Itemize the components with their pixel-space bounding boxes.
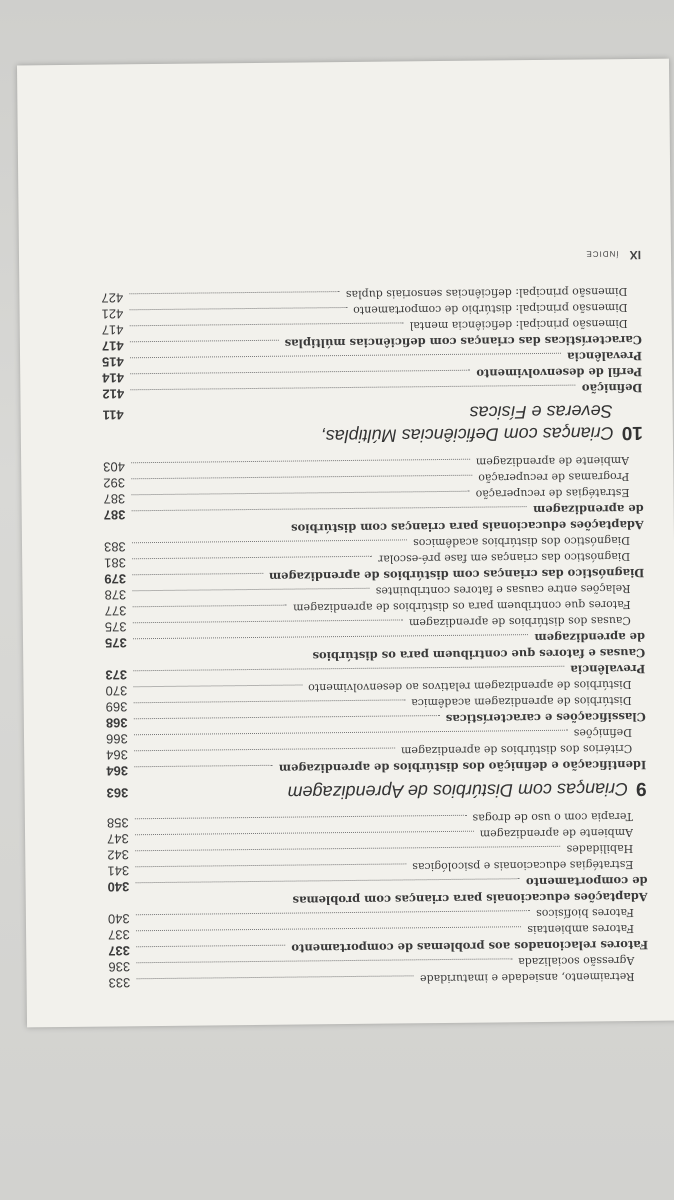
toc-entry-page: 333 xyxy=(108,975,131,991)
toc-entry-label: Prevalência xyxy=(566,348,643,364)
dot-leader xyxy=(136,975,414,979)
dot-leader xyxy=(130,385,576,391)
chapter-title-line1: Crianças com Deficiências Múltiplas, xyxy=(320,423,614,447)
toc-entry-label: Distúrbios de aprendizagem acadêmica xyxy=(411,694,632,710)
toc-entry-page: 377 xyxy=(104,603,127,619)
chapter-number: 9 xyxy=(635,777,647,799)
toc-entry-page: 414 xyxy=(102,370,125,386)
toc-entry-label: Estratégias de recuperação xyxy=(475,486,630,501)
toc-entry-page: 387 xyxy=(103,507,126,523)
chapter-title: Crianças com Distúrbios de Aprendizagem xyxy=(287,779,629,803)
toc-entry-page: 368 xyxy=(105,715,128,731)
dot-leader xyxy=(132,588,370,591)
toc-entry-page: 381 xyxy=(104,555,126,571)
toc-entry-page: 417 xyxy=(101,322,124,338)
dot-leader xyxy=(133,684,302,687)
toc-entry-page: 369 xyxy=(105,699,128,715)
chapter9-heading xyxy=(106,777,646,805)
toc-entry-label: Dimensão principal: distúrbio de comportamento xyxy=(353,301,628,317)
dot-leader xyxy=(131,475,472,480)
toc-entry-label: Fatores relacionados aos problemas de comportamento xyxy=(291,937,649,956)
dot-leader xyxy=(132,556,372,560)
toc-entry-label: Classificações e características xyxy=(445,709,646,726)
dot-leader xyxy=(135,846,561,851)
toc-entry-page: 427 xyxy=(101,290,124,306)
toc-entry-label: Características das crianças com deficiências múltiplas xyxy=(284,332,642,351)
dot-leader xyxy=(131,491,469,496)
dot-leader xyxy=(129,291,340,294)
toc-entry-page: 336 xyxy=(108,959,131,975)
dot-leader xyxy=(132,605,287,608)
toc-entry-page: 415 xyxy=(102,354,124,370)
page-number: IX xyxy=(629,247,642,263)
dot-leader xyxy=(134,748,395,752)
dot-leader xyxy=(130,353,561,359)
toc-entry-label: Critérios dos distúrbios de aprendizagem xyxy=(400,742,633,758)
toc-entry-label: Diagnóstico dos distúrbios acadêmicos xyxy=(413,534,631,550)
dot-leader xyxy=(134,765,273,767)
dot-leader xyxy=(135,863,406,867)
chapter-page: 411 xyxy=(102,407,124,423)
toc-entry-label: Relações entre causas e fatores contribuintes xyxy=(375,582,631,598)
dot-leader xyxy=(133,666,564,672)
chapter-title-line2: Severas e Físicas xyxy=(469,401,613,423)
dot-leader xyxy=(132,573,263,575)
toc-entry-label: Adaptações educacionais para crianças com problemas xyxy=(292,889,648,908)
chapter9-entry-list xyxy=(103,453,646,779)
toc-entry-label: Dimensão principal: deficiência mental xyxy=(409,317,628,333)
toc-entry-label: Definições xyxy=(573,726,633,740)
toc-entry-page: 373 xyxy=(105,667,128,683)
dot-leader xyxy=(134,715,440,719)
chapter-page: 363 xyxy=(106,785,129,801)
toc-entry-label: Dimensão principal: deficiências sensoriais duplas xyxy=(345,285,628,302)
toc-entry-label: Fatores biofísicos xyxy=(536,906,634,921)
toc-entry-page: 379 xyxy=(104,571,127,587)
toc-entry-page: 370 xyxy=(105,683,128,699)
toc-entry-page: 337 xyxy=(108,927,130,943)
toc-entry-page: 392 xyxy=(103,475,126,491)
running-header: ÍNDICE xyxy=(585,249,619,259)
toc-entry-label: Prevalência xyxy=(570,661,646,677)
toc-entry-page: 387 xyxy=(103,491,126,507)
dot-leader xyxy=(136,958,512,963)
table-of-contents xyxy=(101,248,649,991)
toc-entry-page: 364 xyxy=(106,747,128,763)
toc-entry-label: de aprendizagem xyxy=(534,629,646,646)
dot-leader xyxy=(131,459,470,464)
toc-entry-label: Fatores que contribuem para os distúrbios de aprendizagem xyxy=(293,598,631,615)
toc-entry-page: 358 xyxy=(106,815,129,831)
toc-entry-label: Ambiente de aprendizagem xyxy=(475,454,630,469)
toc-entry-label: Diagnóstico das crianças em fase pré-escolar xyxy=(377,550,631,566)
dot-leader xyxy=(132,539,407,543)
toc-entry-label: Diagnóstico das crianças com distúrbios de aprendizagem xyxy=(268,565,645,584)
dot-leader xyxy=(133,619,403,623)
toc-entry-page: 337 xyxy=(108,943,131,959)
toc-entry-label: Retraimento, ansiedade e imaturidade xyxy=(419,970,635,986)
dot-leader xyxy=(130,340,279,343)
dot-leader xyxy=(134,730,568,736)
dot-leader xyxy=(129,322,403,326)
toc-entry-label: Terapia com o uso de drogas xyxy=(472,810,633,825)
chapter-number: 10 xyxy=(621,421,643,444)
chapter10-heading xyxy=(103,400,643,449)
dot-leader xyxy=(131,506,527,511)
toc-entry-page: 375 xyxy=(104,619,127,635)
toc-entry-label: Agressão socializada xyxy=(518,954,635,969)
toc-entry-page: 340 xyxy=(107,879,130,895)
toc-entry-page: 417 xyxy=(101,338,124,354)
dot-leader xyxy=(129,307,347,310)
toc-entry-page: 383 xyxy=(103,539,126,555)
toc-entry-label: Habilidades xyxy=(566,842,634,856)
toc-entry-page: 342 xyxy=(107,847,130,863)
toc-entry-page: 412 xyxy=(102,386,125,402)
toc-entry-label: Perfil de desenvolvimento xyxy=(476,364,643,381)
page-content-rotated xyxy=(17,59,674,1028)
dot-leader xyxy=(136,926,522,931)
toc-entry-page: 341 xyxy=(107,863,130,879)
toc-entry-label: Identificação e definição dos distúrbios de aprendizagem xyxy=(278,757,647,776)
dot-leader xyxy=(135,878,520,883)
toc-entry-page: 364 xyxy=(106,763,129,779)
toc-entry-page: 421 xyxy=(101,306,124,322)
toc-entry-page: 403 xyxy=(103,459,125,475)
dot-leader xyxy=(136,910,531,915)
toc-entry-label: Definição xyxy=(581,380,643,396)
toc-entry-label: Programas de recuperação xyxy=(478,470,630,485)
dot-leader xyxy=(130,370,470,375)
page-footer xyxy=(101,248,641,268)
toc-entry-page: 347 xyxy=(107,831,129,847)
dot-leader xyxy=(136,945,285,948)
toc-entry-label: de aprendizagem xyxy=(533,501,644,518)
chapter8-entry-list xyxy=(107,809,649,991)
toc-entry-label: Ambiente de aprendizagem xyxy=(479,826,634,841)
dot-leader xyxy=(133,699,405,703)
dot-leader xyxy=(135,831,474,836)
toc-entry-label: de comportamento xyxy=(525,873,648,890)
toc-entry-page: 378 xyxy=(104,587,127,603)
chapter10-entry-list xyxy=(101,284,642,402)
toc-entry-page: 366 xyxy=(105,731,128,747)
book-page xyxy=(17,59,674,1028)
toc-entry-label: Causas e fatores que contribuem para os distúrbios xyxy=(312,645,646,664)
toc-entry-label: Adaptações educacionais para crianças com distúrbios xyxy=(291,517,644,536)
toc-entry-page: 375 xyxy=(104,635,127,651)
toc-entry-label: Causas dos distúrbios de aprendizagem xyxy=(408,614,631,630)
dot-leader xyxy=(135,815,467,819)
toc-entry-page: 340 xyxy=(107,911,130,927)
toc-entry-label: Distúrbios de aprendizagem relativos ao desenvolvimento xyxy=(308,678,632,695)
toc-entry-label: Estratégias educacionais e psicológicas xyxy=(412,858,634,874)
toc-entry-label: Fatores ambientais xyxy=(527,922,635,937)
dot-leader xyxy=(133,634,529,639)
